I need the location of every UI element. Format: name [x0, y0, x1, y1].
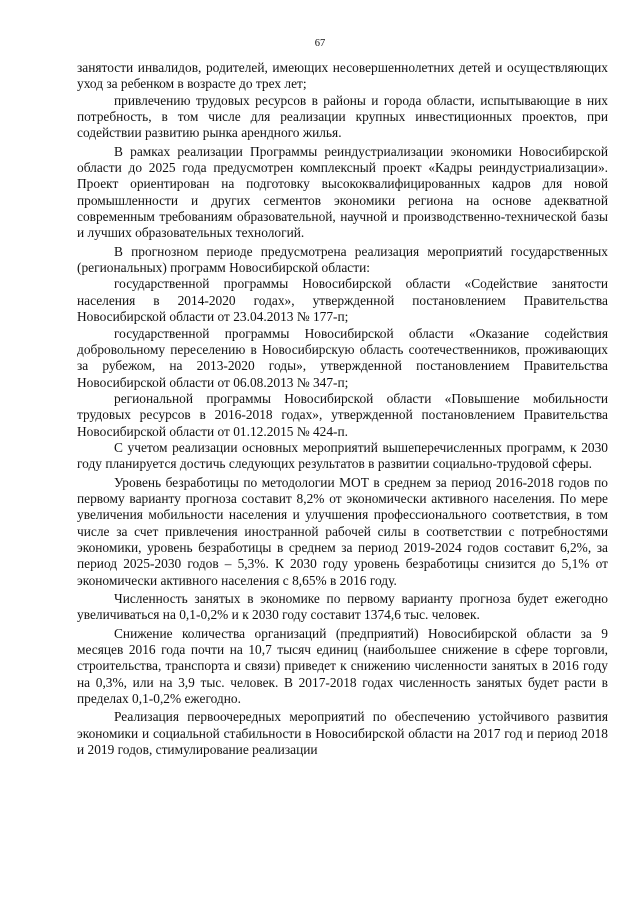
paragraph-organizations-decline: Снижение количества организаций (предприятий) Новосибирской области за 9 месяцев 2016 года почти на 10,7 тысяч единиц (наибольшее снижение в сфере торговли, строительства, транспорта и связи) приведет к снижению численности занятых в 2016 году на 0,3%, или на 3,9 тыс. человек. В 2017-2018 годах численность занятых будет расти в пределах 0,1-0,2% ежегодно.: [77, 625, 608, 707]
paragraph-forecast-period: В прогнозном периоде предусмотрена реализация мероприятий государственных (региональных) программ Новосибирской области:: [77, 243, 608, 276]
paragraph-employment-count: Численность занятых в экономике по первому варианту прогноза будет ежегодно увеличиваться на 0,1-0,2% и к 2030 году составит 1374,6 тыс. человек.: [77, 591, 608, 623]
paragraph-results-2030: С учетом реализации основных мероприятий вышеперечисленных программ, к 2030 году планируется достичь следующих результатов в развитии социально-трудовой сферы.: [77, 439, 608, 472]
page-number: 67: [314, 38, 326, 49]
paragraph-program-mobility: региональной программы Новосибирской области «Повышение мобильности трудовых ресурсов в 2016-2018 годах», утвержденной постановлением Правительства Новосибирской области от 01.12.2015 № 424-п.: [77, 390, 608, 439]
paragraph-priority-measures: Реализация первоочередных мероприятий по обеспечению устойчивого развития экономики и социальной стабильности в Новосибирской области на 2017 год и период 2018 и 2019 годов, стимулирование реализации: [77, 709, 608, 758]
document-body: [77, 60, 608, 758]
paragraph-continuation: занятости инвалидов, родителей, имеющих несовершеннолетних детей и осуществляющих уход за ребенком в возрасте до трех лет;: [77, 60, 608, 92]
paragraph-program-employment: государственной программы Новосибирской области «Содействие занятости населения в 2014-2020 годах», утвержденной постановлением Правительства Новосибирской области от 23.04.2013 № 177-п;: [77, 276, 608, 325]
paragraph-program-resettlement: государственной программы Новосибирской области «Оказание содействия добровольному переселению в Новосибирскую область соотечественников, проживающих за рубежом, на 2013-2020 годы», утвержденной постановлением Правительства Новосибирской области от 06.08.2013 № 347-п;: [77, 325, 608, 390]
paragraph-labor-attraction: привлечению трудовых ресурсов в районы и города области, испытывающие в них потребность, в том числе для реализации крупных инвестиционных проектов, при содействии развитию рынка арендного жилья.: [77, 92, 608, 141]
paragraph-reindustrialization: В рамках реализации Программы реиндустриализации экономики Новосибирской области до 2025 года предусмотрен комплексный проект «Кадры реиндустриализации». Проект ориентирован на подготовку высококвалифицированных кадров для новой промышленности и других сегментов экономики региона на основе адекватной современным требованиям образовательной, научной и производственно-технической базы и лучших образовательных технологий.: [77, 143, 608, 241]
paragraph-unemployment: Уровень безработицы по методологии МОТ в среднем за период 2016-2018 годов по первому варианту прогноза составит 8,2% от экономически активного населения. По мере увеличения мобильности населения и улучшения профессионального соответствия, в том числе за счет привлечения иностранной рабочей силы в соответствии с потребностями экономики, уровень безработицы в среднем за период 2019-2024 годов составит 6,2%, за период 2025-2030 годов – 5,3%. К 2030 году уровень безработицы снизится до 5,1% от экономически активного населения с 8,65% в 2016 году.: [77, 474, 608, 588]
